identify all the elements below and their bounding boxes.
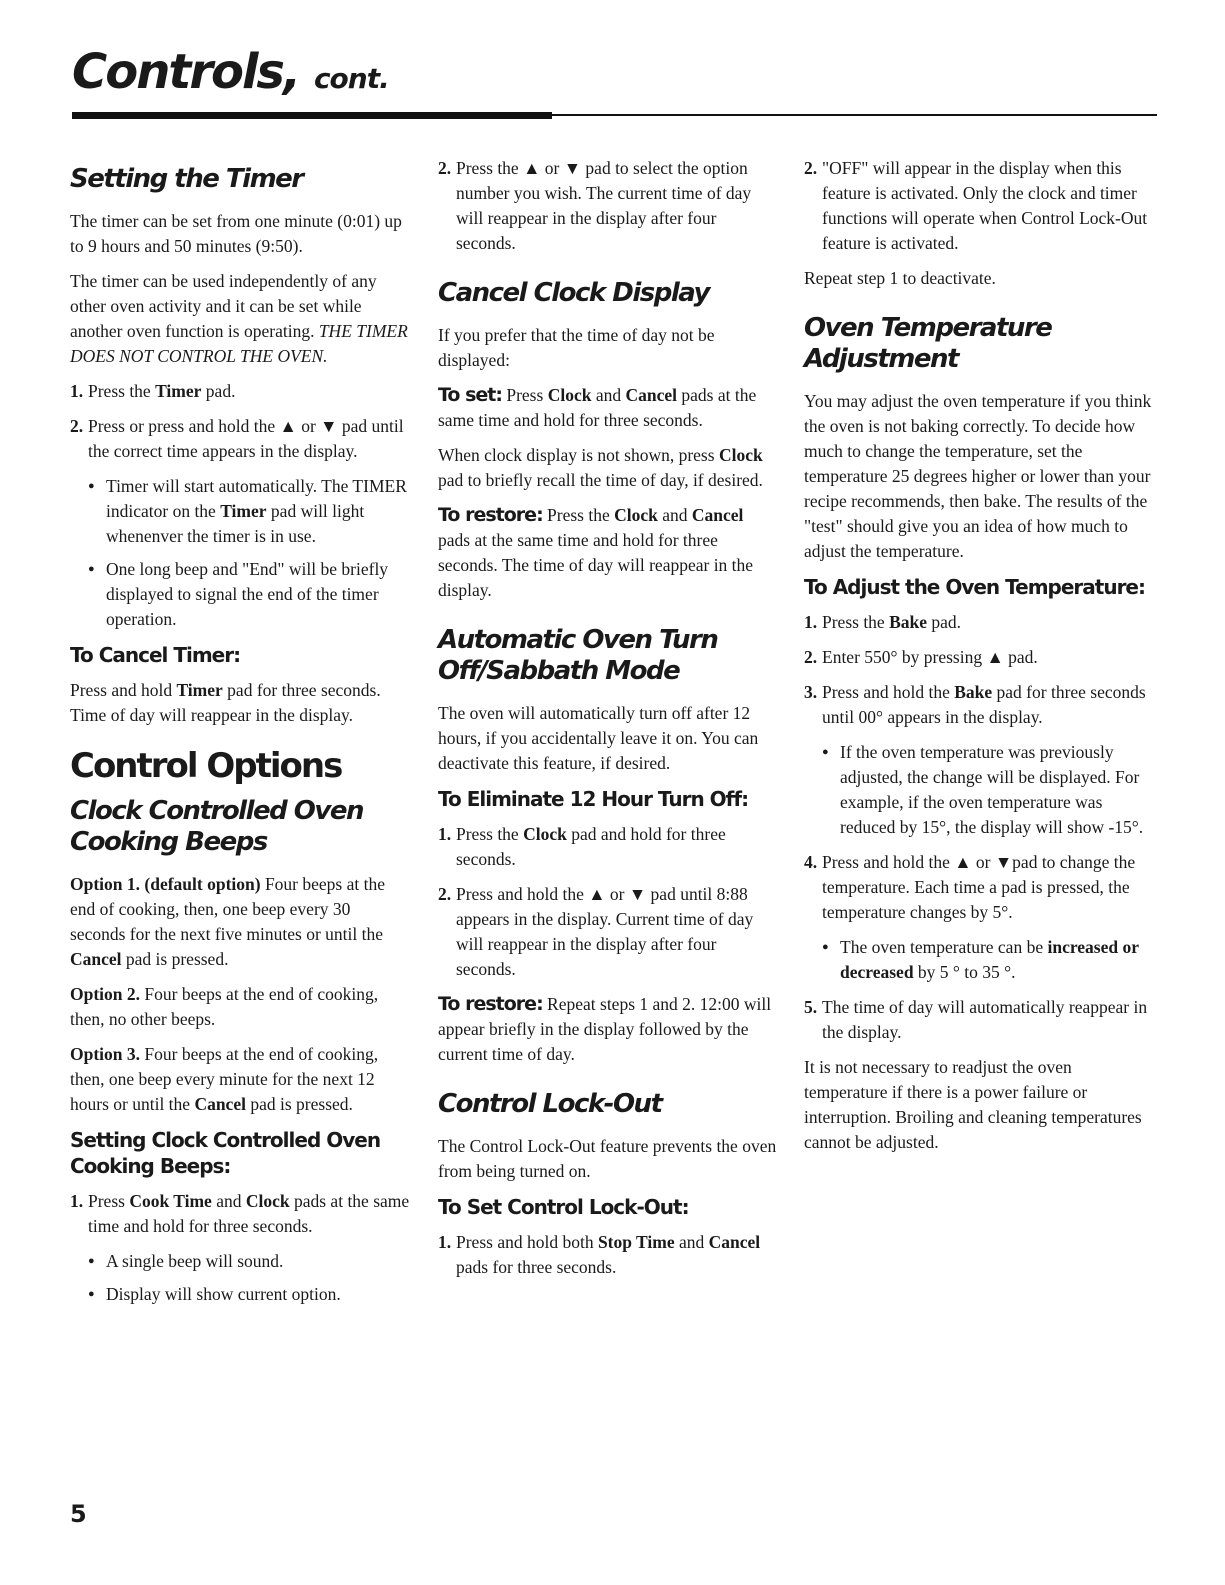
list-item <box>88 474 410 549</box>
step-number: 1. <box>438 1232 452 1252</box>
temperature-adjustment-heading: Oven Temperature Adjustment <box>804 313 1052 374</box>
list-item: ● A single beep will sound. <box>88 1249 410 1274</box>
column-middle <box>438 156 778 1290</box>
text-part: Four beeps at the end of cooking, then, one beep every 30 seconds for the next five minutes or until the <box>70 874 385 944</box>
option-2-paragraph <box>70 982 410 1032</box>
auto-off-paragraph: The oven will automatically turn off after 12 hours, if you accidentally leave it on. You can deactivate this feature, if desired. <box>438 703 759 773</box>
to-restore-paragraph-2 <box>438 992 778 1067</box>
page-number: 5 <box>70 1500 87 1528</box>
step-text-part: pad and hold for three seconds. <box>456 824 726 869</box>
step-text <box>456 822 778 872</box>
step-number: 3. <box>804 682 818 702</box>
adjust-step-1 <box>804 610 1154 635</box>
pad-name: Bake <box>889 612 928 632</box>
to-restore-paragraph <box>438 503 778 603</box>
list-item: ● Display will show current option. <box>88 1282 410 1307</box>
cancel-clock-heading: Cancel Clock Display <box>438 278 709 308</box>
beeps-bullets <box>88 1249 410 1307</box>
step-number: 5. <box>804 997 818 1017</box>
step-text: The time of day will automatically reappear in the display. <box>822 997 1148 1042</box>
text-part: pad is pressed. <box>245 1094 353 1114</box>
step-text <box>88 379 410 404</box>
timer-independent-paragraph <box>70 269 410 369</box>
setting-beeps-heading: Setting Clock Controlled Oven Cooking Beeps: <box>70 1128 381 1178</box>
step-text <box>822 680 1154 730</box>
text-part: Four beeps at the end of cooking, then, one beep every minute for the next 12 hours or until the <box>70 1044 379 1114</box>
bullet-text-part: by 5 ° to 35 °. <box>913 962 1016 982</box>
text-part: pad to briefly recall the time of day, if desired. <box>438 470 763 490</box>
list-item <box>822 935 1154 985</box>
step-text <box>456 1230 778 1280</box>
pad-name: Bake <box>954 682 993 702</box>
adjust-step-2 <box>804 645 1154 670</box>
step-number: 4. <box>804 852 818 872</box>
step-number: 1. <box>70 381 84 401</box>
beeps-step-1 <box>70 1189 410 1239</box>
column-left <box>70 156 410 1317</box>
step-text-part: pad. <box>927 612 962 632</box>
step-text-part: pads at the same time and hold for three seconds. <box>88 1191 410 1236</box>
text-part: When clock display is not shown, press <box>438 445 719 465</box>
run-in-label: To restore: <box>438 993 543 1015</box>
step-number: 1. <box>70 1191 84 1211</box>
pad-name: Cancel <box>625 385 677 405</box>
text-part: pads at the same time and hold for three seconds. <box>438 385 757 430</box>
lockout-step-1 <box>438 1230 778 1280</box>
pad-name: Clock <box>614 505 658 525</box>
header-rule-accent <box>72 112 552 119</box>
step-text-part: pad for three seconds until 00° appears in the display. <box>822 682 1146 727</box>
step-text-part: Press the <box>456 824 524 844</box>
sabbath-mode-heading: Automatic Oven Turn Off/Sabbath Mode <box>438 625 718 686</box>
pad-name: Cancel <box>194 1094 246 1114</box>
step-text-part: Press the <box>88 381 156 401</box>
control-options-heading: Control Options <box>70 746 342 786</box>
step-text: "OFF" will appear in the display when this feature is activated. Only the clock and timer functions will operate when Control Lock-Out feature is activated. <box>822 158 1148 253</box>
eliminate-step-1 <box>438 822 778 872</box>
pad-name: Cancel <box>708 1232 761 1252</box>
adjust-step-5 <box>804 995 1154 1045</box>
text-part: Press and hold <box>70 680 177 700</box>
pad-name: Clock <box>718 445 763 465</box>
timer-range-paragraph: The timer can be set from one minute (0:01) up to 9 hours and 50 minutes (9:50). <box>70 211 402 256</box>
page-header <box>72 44 1157 100</box>
pad-name: Cancel <box>691 505 744 525</box>
step-text: Enter 550° by pressing ▲ pad. <box>822 647 1038 667</box>
option-3-paragraph <box>70 1042 410 1117</box>
step-text-part: pads for three seconds. <box>456 1257 617 1277</box>
adjustment-paragraph: You may adjust the oven temperature if you think the oven is not baking correctly. To decide how much to change the temperature, set the temperature 25 degrees higher or lower than your recipe recommends, then bake. The results of the "test" should give you an idea of how much to adjust the temperature. <box>804 391 1152 561</box>
text-part: pads at the same time and hold for three seconds. The time of day will reappear in the display. <box>438 530 754 600</box>
pad-name: Timer <box>155 381 202 401</box>
pad-name: Stop Time <box>597 1232 675 1252</box>
step-text: Press and hold the ▲ or ▼ pad until 8:88 appears in the display. Current time of day will reappear in the display after four seconds. <box>456 884 754 979</box>
option-1-paragraph <box>70 872 410 972</box>
list-item: ● If the oven temperature was previously adjusted, the change will be displayed. For example, if the oven temperature was reduced by 15°, the display will show -15°. <box>822 740 1154 840</box>
step-number: 1. <box>804 612 818 632</box>
step-number: 2. <box>804 647 818 667</box>
recall-paragraph <box>438 443 778 493</box>
bullet-text-part: The oven temperature can be <box>840 937 1048 957</box>
text-part: and <box>657 505 692 525</box>
pad-name: Cook Time <box>129 1191 212 1211</box>
adjust-step-4 <box>804 850 1154 925</box>
to-set-paragraph <box>438 383 778 433</box>
text-part: pad is pressed. <box>121 949 229 969</box>
pad-name: Timer <box>220 501 267 521</box>
text-part: Press the <box>542 505 615 525</box>
step-number: 2. <box>70 416 84 436</box>
page-title-cont: cont. <box>313 62 389 95</box>
lockout-heading: Control Lock-Out <box>438 1089 662 1119</box>
step-text-part: Press and hold the <box>822 682 955 702</box>
pad-name: Clock <box>547 385 592 405</box>
deactivate-paragraph: Repeat step 1 to deactivate. <box>804 268 996 288</box>
text-part: pad for three seconds. Time of day will reappear in the display. <box>70 680 381 725</box>
step-number: 2. <box>438 158 452 178</box>
bullet-text-part: pad will light whenenver the timer is in use. <box>106 501 365 546</box>
step-text-part: Press <box>88 1191 130 1211</box>
option-label: Option 1. (default option) <box>70 874 261 894</box>
text-part: Repeat steps 1 and 2. 12:00 will appear briefly in the display followed by the current time of day. <box>438 994 772 1064</box>
timer-bullets <box>88 474 410 632</box>
page-title-main: Controls, <box>72 44 300 100</box>
adjust-bullets-2 <box>822 935 1154 985</box>
step-number: 2. <box>438 884 452 904</box>
column-right <box>804 156 1154 1165</box>
set-lockout-heading: To Set Control Lock-Out: <box>438 1195 689 1219</box>
step-text-part: and <box>674 1232 709 1252</box>
step-text-part: Press and hold both <box>456 1232 598 1252</box>
cancel-timer-paragraph <box>70 678 410 728</box>
pad-name: Timer <box>176 680 223 700</box>
eliminate-step-2 <box>438 882 778 982</box>
list-item: ● One long beep and "End" will be briefly displayed to signal the end of the timer operation. <box>88 557 410 632</box>
step-number: 2. <box>804 158 818 178</box>
cooking-beeps-heading: Clock Controlled Oven Cooking Beeps <box>70 796 363 857</box>
step-text: Press and hold the ▲ or ▼pad to change the temperature. Each time a pad is pressed, the temperature changes by 5°. <box>822 852 1136 922</box>
timer-heading: Setting the Timer <box>70 164 303 194</box>
lockout-paragraph: The Control Lock-Out feature prevents the oven from being turned on. <box>438 1136 777 1181</box>
adjust-bullets-1 <box>822 740 1154 840</box>
bullet-text-part: Timer will start automatically. The TIMER indicator on the <box>106 476 407 521</box>
beeps-step-2 <box>438 156 778 256</box>
run-in-label: To set: <box>438 384 502 406</box>
step-text-part: and <box>211 1191 246 1211</box>
step-text-part: Press the <box>822 612 890 632</box>
cancel-timer-heading: To Cancel Timer: <box>70 643 241 667</box>
page-title <box>72 44 1157 100</box>
step-text <box>88 1189 410 1239</box>
step-number: 1. <box>438 824 452 844</box>
step-text-part: pad. <box>201 381 236 401</box>
pad-name: Clock <box>245 1191 290 1211</box>
text-part: Press <box>501 385 548 405</box>
pad-name: Clock <box>523 824 567 844</box>
step-text: Press or press and hold the ▲ or ▼ pad until the correct time appears in the display. <box>88 416 404 461</box>
option-label: Option 3. <box>70 1044 141 1064</box>
power-failure-paragraph: It is not necessary to readjust the oven temperature if there is a power failure or interruption. Broiling and cleaning temperatures cannot be adjusted. <box>804 1057 1142 1152</box>
timer-step-1 <box>70 379 410 404</box>
emphasis-text: increased or decreased <box>840 937 1139 982</box>
step-text <box>822 610 1154 635</box>
eliminate-turn-off-heading: To Eliminate 12 Hour Turn Off: <box>438 787 749 811</box>
timer-independent-text: The timer can be used independently of any other oven activity and it can be set while another oven function is operating. <box>70 271 377 341</box>
timer-step-2 <box>70 414 410 464</box>
lockout-step-2 <box>804 156 1154 256</box>
adjust-oven-temperature-heading: To Adjust the Oven Temperature: <box>804 575 1145 599</box>
cancel-clock-paragraph: If you prefer that the time of day not be displayed: <box>438 325 715 370</box>
adjust-step-3 <box>804 680 1154 730</box>
text-part: Four beeps at the end of cooking, then, no other beeps. <box>70 984 379 1029</box>
run-in-label: To restore: <box>438 504 543 526</box>
option-label: Option 2. <box>70 984 141 1004</box>
timer-warning-text: THE TIMER DOES NOT CONTROL THE OVEN. <box>70 321 408 366</box>
step-text: Press the ▲ or ▼ pad to select the option number you wish. The current time of day will reappear in the display after four seconds. <box>456 158 752 253</box>
pad-name: Cancel <box>70 949 122 969</box>
text-part: and <box>591 385 626 405</box>
